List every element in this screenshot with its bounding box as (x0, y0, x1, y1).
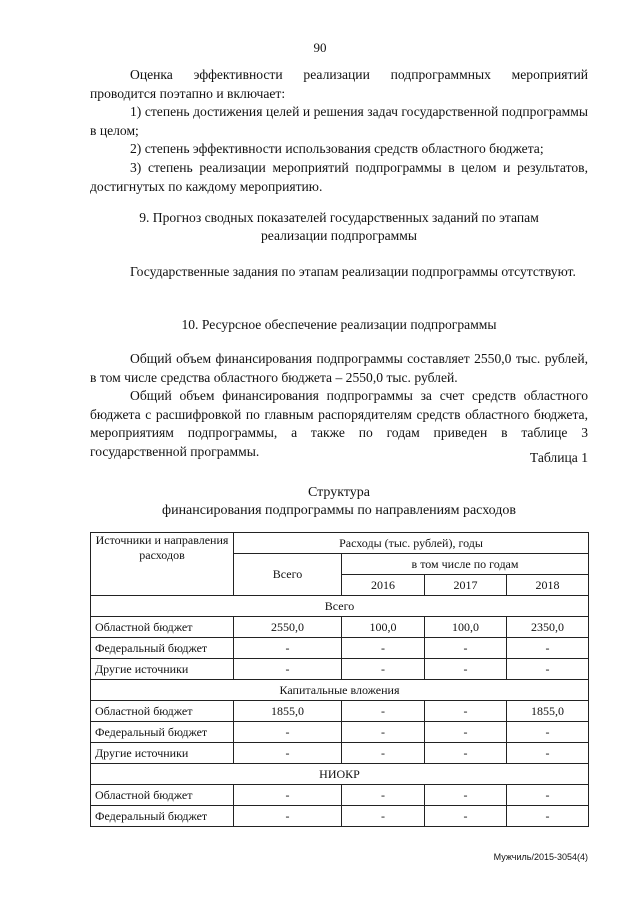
row-source-name: Областной бюджет (91, 701, 234, 722)
row-source-name: Федеральный бюджет (91, 806, 234, 827)
table-row (91, 743, 589, 764)
section10-para1: Общий объем финансирования подпрограммы составляет 2550,0 тыс. рублей, в том числе средства областного бюджета – 2550,0 тыс. рублей. (90, 351, 588, 385)
cell-2016: - (342, 806, 425, 827)
cell-2016: - (342, 701, 425, 722)
cell-2018: 1855,0 (507, 701, 589, 722)
row-source-name: Федеральный бюджет (91, 722, 234, 743)
row-source-name: Федеральный бюджет (91, 638, 234, 659)
section10-heading: 10. Ресурсное обеспечение реализации подпрограммы (181, 317, 497, 332)
cell-2017: - (425, 806, 507, 827)
cell-2017: - (425, 659, 507, 680)
cell-2016: - (342, 743, 425, 764)
cell-total: - (234, 659, 342, 680)
page-number: 90 (313, 40, 327, 55)
row-source-name: Областной бюджет (91, 617, 234, 638)
cell-2018: - (507, 806, 589, 827)
cell-total: - (234, 806, 342, 827)
cell-total: - (234, 785, 342, 806)
header-year-2016: 2016 (342, 575, 425, 596)
header-year-2018: 2018 (507, 575, 589, 596)
header-incl-years: в том числе по годам (342, 554, 589, 575)
cell-2017: - (425, 638, 507, 659)
section9-heading-line1: 9. Прогноз сводных показателей государственных заданий по этапам (139, 210, 539, 225)
cell-2018: - (507, 743, 589, 764)
table-row (91, 617, 589, 638)
cell-2017: - (425, 722, 507, 743)
eval-item-3: 3) степень реализации мероприятий подпрограммы в целом и результатов, достигнутых по каждому мероприятию. (90, 160, 588, 194)
eval-item-1: 1) степень достижения целей и решения задач государственной подпрограммы в целом; (90, 104, 588, 138)
section-title: НИОКР (91, 764, 589, 785)
table-section-row (91, 596, 589, 617)
eval-item-2: 2) степень эффективности использования средств областного бюджета; (130, 141, 544, 156)
table-section-row (91, 764, 589, 785)
table-row (91, 785, 589, 806)
row-source-name: Другие источники (91, 659, 234, 680)
table-number-label: Таблица 1 (529, 450, 588, 465)
cell-total: 1855,0 (234, 701, 342, 722)
section9-text: Государственные задания по этапам реализации подпрограммы отсутствуют. (130, 264, 576, 279)
header-source: Источники и направления расходов (91, 533, 234, 596)
table-row (91, 659, 589, 680)
cell-2018: - (507, 785, 589, 806)
row-source-name: Другие источники (91, 743, 234, 764)
financing-table (90, 532, 589, 827)
cell-2016: - (342, 659, 425, 680)
table-row (91, 638, 589, 659)
cell-2018: - (507, 722, 589, 743)
cell-total: 2550,0 (234, 617, 342, 638)
cell-2017: - (425, 701, 507, 722)
header-year-2017: 2017 (425, 575, 507, 596)
cell-2017: - (425, 785, 507, 806)
cell-2018: - (507, 659, 589, 680)
eval-intro: Оценка эффективности реализации подпрограммных мероприятий проводится поэтапно и включает: (90, 67, 588, 101)
table-row (91, 722, 589, 743)
cell-2016: - (342, 722, 425, 743)
cell-2016: - (342, 638, 425, 659)
cell-total: - (234, 638, 342, 659)
cell-2018: 2350,0 (507, 617, 589, 638)
header-expenses: Расходы (тыс. рублей), годы (234, 533, 589, 554)
section-title: Капитальные вложения (91, 680, 589, 701)
table-caption-title: Структура (307, 485, 371, 500)
table-row (91, 806, 589, 827)
cell-2017: - (425, 743, 507, 764)
table-header-row-1 (91, 533, 589, 554)
cell-2016: - (342, 785, 425, 806)
header-total: Всего (234, 554, 342, 596)
footer-code: Мужчиль/2015-3054(4) (493, 852, 588, 862)
section-title: Всего (91, 596, 589, 617)
table-row (91, 701, 589, 722)
section9-heading-line2: реализации подпрограммы (260, 228, 418, 243)
cell-2018: - (507, 638, 589, 659)
table-caption-subtitle: финансирования подпрограммы по направлениям расходов (162, 503, 516, 518)
cell-2017: 100,0 (425, 617, 507, 638)
section10-para2: Общий объем финансирования подпрограммы за счет средств областного бюджета с расшифровкой по главным распорядителям средств областного бюджета, мероприятиям подпрограммы, а также по годам приведен в таблице 3 государственной программы. (90, 388, 588, 459)
row-source-name: Областной бюджет (91, 785, 234, 806)
table-section-row (91, 680, 589, 701)
cell-2016: 100,0 (342, 617, 425, 638)
cell-total: - (234, 722, 342, 743)
cell-total: - (234, 743, 342, 764)
